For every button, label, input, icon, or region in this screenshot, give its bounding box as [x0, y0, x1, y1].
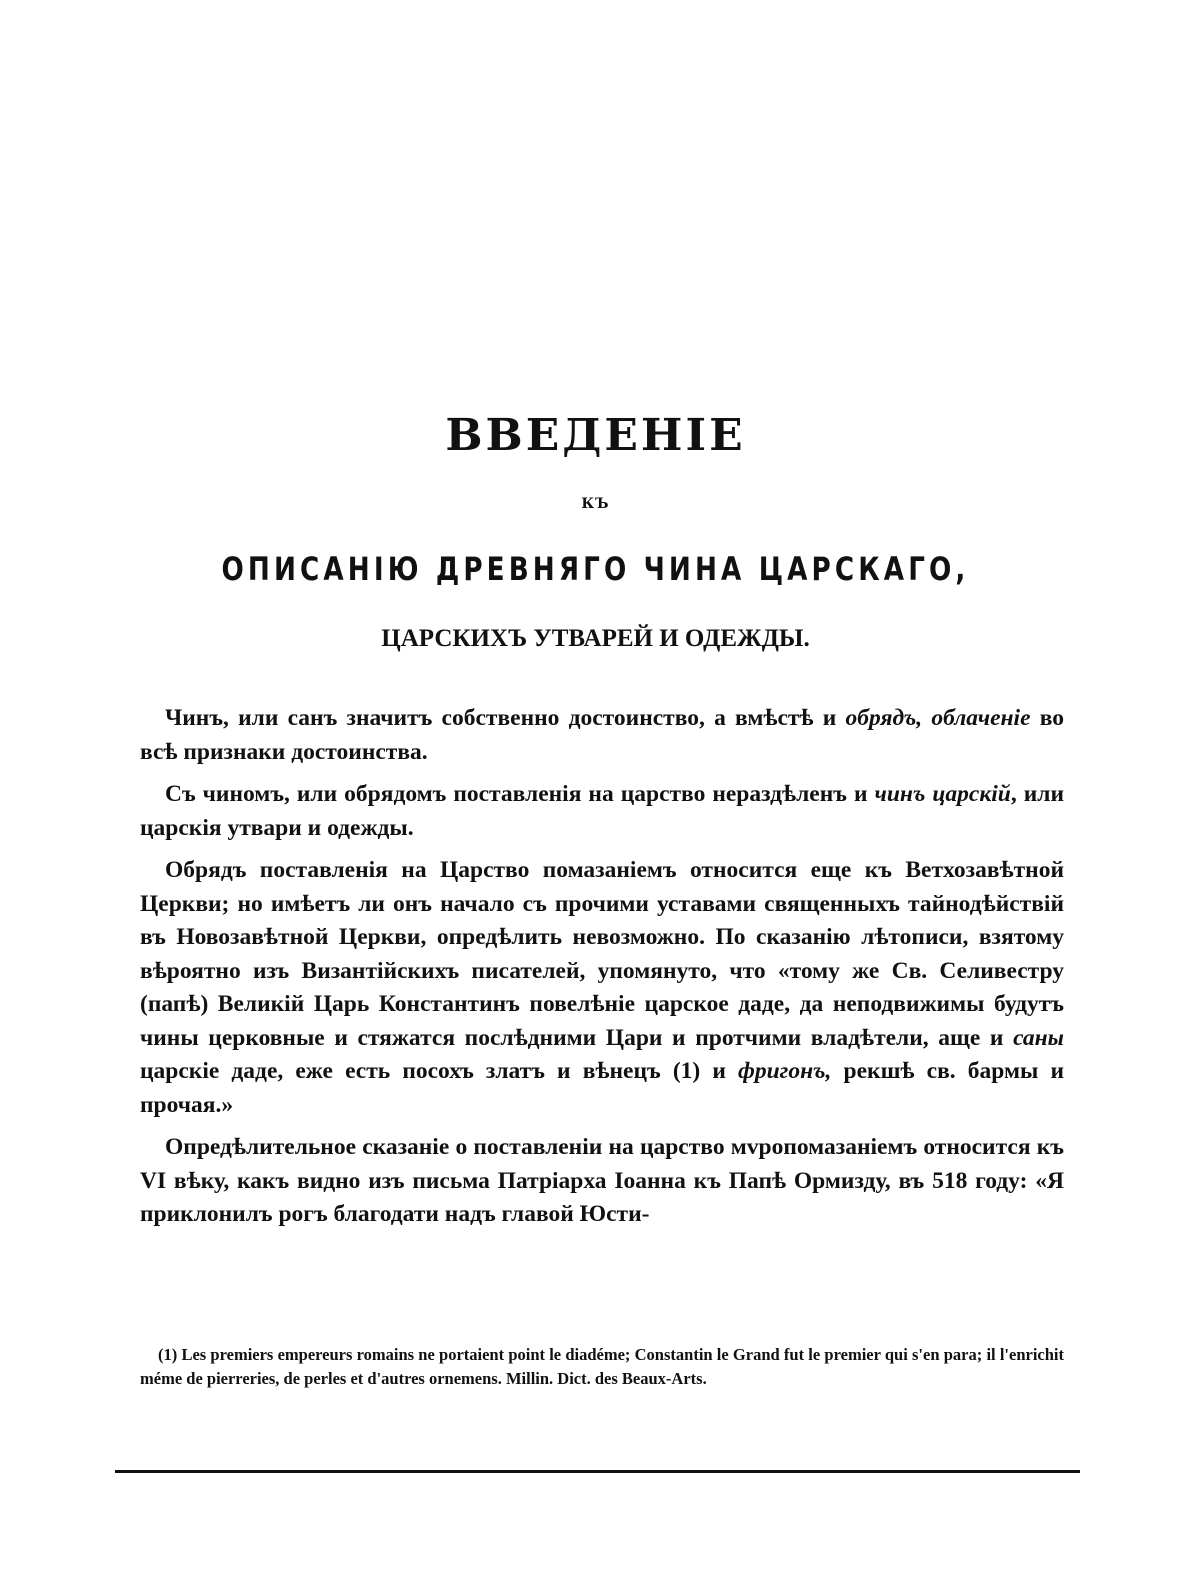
paragraph-text: Съ чиномъ, или обрядомъ поставленія на царство нераздѣленъ и [165, 781, 875, 807]
paragraph-3 [140, 854, 1064, 1122]
paragraph-text: , или царскія утвари и одежды. [140, 781, 1064, 841]
paragraph-2 [140, 778, 1064, 845]
paragraph-text: Чинъ, или санъ значитъ собственно достоинство, а вмѣстѣ и [165, 705, 846, 731]
page-subtitle-second-line: ЦАРСКИХЪ УТВАРЕЙ И ОДЕЖДЫ. [381, 625, 810, 652]
italic-term: чинъ царскій [874, 781, 1011, 807]
paragraph-text: царскіе даде, еже есть посохъ златъ и вѣнецъ (1) и [140, 1058, 739, 1084]
page-title: ВВЕДЕНІЕ [445, 410, 746, 461]
bottom-rule [115, 1470, 1080, 1473]
paragraph-text: во всѣ признаки достоинства. [140, 705, 1065, 765]
paragraph-1 [140, 702, 1064, 769]
title-preposition: КЪ [581, 496, 610, 512]
paragraph-text: рекшѣ св. бармы и прочая.» [140, 1058, 1064, 1118]
page-subtitle: ОПИСАНІЮ ДРЕВНЯГО ЧИНА ЦАРСКАГО, [221, 550, 970, 588]
paragraph-4 [140, 1131, 1064, 1232]
italic-term: саны [1013, 1024, 1064, 1051]
body-text [140, 702, 1064, 1241]
italic-term: фригонъ, [738, 1058, 832, 1084]
italic-term: обрядъ, облаченіе [845, 705, 1031, 731]
paragraph-text: Опредѣлительное сказаніе о поставленіи на царство мvропомазаніемъ относится къ VI вѣку, какъ видно изъ письма Патріарха Іоанна къ Папѣ Ормизду, въ 518 году: «Я приклонилъ рогъ благодати надъ главой Юсти- [140, 1134, 1064, 1227]
footnote [140, 1343, 1064, 1391]
paragraph-text: Обрядъ поставленія на Царство помазаніемъ относится еще къ Ветхозавѣтной Церкви; но имѣетъ ли онъ начало съ прочими уставами священныхъ тайнодѣйствій въ Новозавѣтной Церкви, опредѣлить невозможно. По сказанію лѣтописи, взятому вѣроятно изъ Византійскихъ писателей, упомянуто, что «тому же Св. Селивестру (папѣ) Великій Царь Константинъ повелѣніе царское даде, да неподвижимы будутъ чины церковные и стяжатся послѣдними Цари и протчими владѣтели, аще и [140, 857, 1064, 1051]
footnote-text: (1) Les premiers empereurs romains ne portaient point le diadéme; Constantin le Grand fut le premier qui s'en para; il l'enrichit méme de pierreries, de perles et d'autres ornemens. Millin. Dict. des Beaux-Arts. [140, 1345, 1064, 1388]
